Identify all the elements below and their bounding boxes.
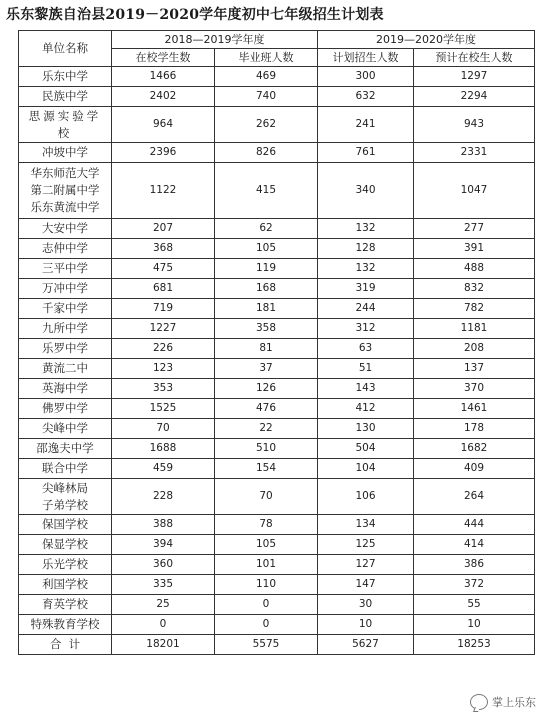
table-row — [19, 439, 535, 459]
table-row — [19, 359, 535, 379]
table-row — [19, 535, 535, 555]
school-name-cell — [19, 479, 112, 515]
school-name-cell — [19, 379, 112, 399]
value-cell: 0 — [215, 615, 318, 635]
value-cell: 132 — [318, 259, 414, 279]
table-row — [19, 515, 535, 535]
value-cell: 130 — [318, 419, 414, 439]
value-cell: 1227 — [112, 319, 215, 339]
school-name-line: 校 — [57, 125, 73, 140]
value-cell: 228 — [112, 479, 215, 515]
value-cell: 244 — [318, 299, 414, 319]
value-cell: 368 — [112, 239, 215, 259]
school-name-cell — [19, 143, 112, 163]
value-cell: 1466 — [112, 67, 215, 87]
value-cell: 719 — [112, 299, 215, 319]
col-header-enrolled: 在校学生数 — [112, 49, 215, 67]
value-cell: 264 — [414, 479, 535, 515]
value-cell: 476 — [215, 399, 318, 419]
value-cell: 62 — [215, 219, 318, 239]
table-row — [19, 239, 535, 259]
year-group-header-2018: 2018—2019学年度 — [112, 31, 318, 49]
school-name-line: 三平中学 — [42, 261, 88, 275]
value-cell: 444 — [414, 515, 535, 535]
value-cell: 134 — [318, 515, 414, 535]
year-group-header-2019: 2019—2020学年度 — [318, 31, 535, 49]
value-cell: 414 — [414, 535, 535, 555]
value-cell: 319 — [318, 279, 414, 299]
value-cell: 964 — [112, 107, 215, 143]
table-row — [19, 299, 535, 319]
table-row — [19, 319, 535, 339]
value-cell: 51 — [318, 359, 414, 379]
value-cell: 1461 — [414, 399, 535, 419]
watermark — [470, 694, 536, 710]
value-cell: 125 — [318, 535, 414, 555]
school-name-line: 九所中学 — [42, 321, 88, 335]
table-row — [19, 143, 535, 163]
col-header-expected: 预计在校生人数 — [414, 49, 535, 67]
value-cell: 386 — [414, 555, 535, 575]
school-name-line: 冲坡中学 — [42, 145, 88, 159]
school-name-cell — [19, 107, 112, 143]
school-name-line: 乐罗中学 — [42, 341, 88, 355]
value-cell: 335 — [112, 575, 215, 595]
value-cell: 632 — [318, 87, 414, 107]
school-name-cell — [19, 259, 112, 279]
value-cell: 409 — [414, 459, 535, 479]
school-name-line: 子弟学校 — [42, 497, 88, 512]
value-cell: 469 — [215, 67, 318, 87]
value-cell: 300 — [318, 67, 414, 87]
table-row — [19, 219, 535, 239]
school-name-line: 志仲中学 — [42, 241, 88, 255]
value-cell: 178 — [414, 419, 535, 439]
school-name-line: 特殊教育学校 — [30, 617, 100, 631]
value-cell: 1682 — [414, 439, 535, 459]
value-cell: 504 — [318, 439, 414, 459]
value-cell: 55 — [414, 595, 535, 615]
value-cell: 70 — [112, 419, 215, 439]
school-name-line: 乐光学校 — [42, 557, 88, 571]
col-header-graduating: 毕业班人数 — [215, 49, 318, 67]
table-row — [19, 279, 535, 299]
table-row — [19, 259, 535, 279]
table-row — [19, 615, 535, 635]
value-cell: 459 — [112, 459, 215, 479]
value-cell: 391 — [414, 239, 535, 259]
value-cell: 1688 — [112, 439, 215, 459]
value-cell: 388 — [112, 515, 215, 535]
value-cell: 826 — [215, 143, 318, 163]
school-name-cell — [19, 419, 112, 439]
value-cell: 1122 — [112, 163, 215, 219]
school-name-cell — [19, 459, 112, 479]
school-name-line: 黄流二中 — [42, 361, 88, 375]
school-name-line: 联合中学 — [42, 461, 88, 475]
school-name-cell — [19, 535, 112, 555]
value-cell: 1297 — [414, 67, 535, 87]
value-cell: 370 — [414, 379, 535, 399]
table-row — [19, 163, 535, 219]
value-cell: 2402 — [112, 87, 215, 107]
value-cell: 372 — [414, 575, 535, 595]
value-cell: 340 — [318, 163, 414, 219]
value-cell: 475 — [112, 259, 215, 279]
value-cell: 147 — [318, 575, 414, 595]
school-name-line: 乐东黄流中学 — [30, 200, 100, 214]
value-cell: 168 — [215, 279, 318, 299]
school-name-line: 佛罗中学 — [42, 401, 88, 415]
school-name-cell — [19, 239, 112, 259]
value-cell: 681 — [112, 279, 215, 299]
value-cell: 740 — [215, 87, 318, 107]
school-name-cell — [19, 219, 112, 239]
total-value-cell: 5575 — [215, 635, 318, 655]
value-cell: 312 — [318, 319, 414, 339]
value-cell: 137 — [414, 359, 535, 379]
table-row — [19, 459, 535, 479]
table-row — [19, 575, 535, 595]
value-cell: 353 — [112, 379, 215, 399]
value-cell: 207 — [112, 219, 215, 239]
wechat-icon — [470, 694, 488, 710]
table-row — [19, 107, 535, 143]
value-cell: 22 — [215, 419, 318, 439]
value-cell: 123 — [112, 359, 215, 379]
value-cell: 761 — [318, 143, 414, 163]
school-name-cell — [19, 615, 112, 635]
value-cell: 2294 — [414, 87, 535, 107]
value-cell: 208 — [414, 339, 535, 359]
value-cell: 226 — [112, 339, 215, 359]
value-cell: 63 — [318, 339, 414, 359]
school-name-line: 保国学校 — [42, 517, 88, 531]
school-name-line: 尖峰中学 — [42, 421, 88, 435]
school-name-cell — [19, 439, 112, 459]
total-label: 合 计 — [19, 635, 112, 655]
value-cell: 2331 — [414, 143, 535, 163]
value-cell: 105 — [215, 535, 318, 555]
total-row — [19, 635, 535, 655]
school-name-line: 大安中学 — [42, 221, 88, 235]
value-cell: 132 — [318, 219, 414, 239]
table-row — [19, 595, 535, 615]
value-cell: 128 — [318, 239, 414, 259]
total-value-cell: 5627 — [318, 635, 414, 655]
value-cell: 81 — [215, 339, 318, 359]
school-name-line: 华东师范大学 — [30, 166, 100, 180]
table-row — [19, 379, 535, 399]
value-cell: 119 — [215, 259, 318, 279]
value-cell: 30 — [318, 595, 414, 615]
value-cell: 360 — [112, 555, 215, 575]
school-name-cell — [19, 359, 112, 379]
watermark-text: 掌上乐东 — [492, 696, 536, 709]
value-cell: 277 — [414, 219, 535, 239]
value-cell: 1525 — [112, 399, 215, 419]
value-cell: 104 — [318, 459, 414, 479]
school-name-cell — [19, 575, 112, 595]
school-name-cell — [19, 555, 112, 575]
value-cell: 70 — [215, 479, 318, 515]
page-title: 乐东黎族自治县2019－2020学年度初中七年级招生计划表 — [6, 7, 384, 23]
value-cell: 358 — [215, 319, 318, 339]
value-cell: 1181 — [414, 319, 535, 339]
table-row — [19, 555, 535, 575]
school-name-line: 乐东中学 — [42, 69, 88, 83]
school-name-line: 千家中学 — [42, 301, 88, 315]
table-row — [19, 399, 535, 419]
value-cell: 488 — [414, 259, 535, 279]
total-value-cell: 18201 — [112, 635, 215, 655]
school-name-cell — [19, 595, 112, 615]
total-value-cell: 18253 — [414, 635, 535, 655]
value-cell: 10 — [318, 615, 414, 635]
value-cell: 412 — [318, 399, 414, 419]
value-cell: 110 — [215, 575, 318, 595]
value-cell: 126 — [215, 379, 318, 399]
value-cell: 106 — [318, 479, 414, 515]
value-cell: 101 — [215, 555, 318, 575]
table-row — [19, 419, 535, 439]
value-cell: 241 — [318, 107, 414, 143]
school-name-cell — [19, 163, 112, 219]
school-name-line: 第二附属中学 — [30, 183, 100, 197]
school-name-cell — [19, 319, 112, 339]
value-cell: 782 — [414, 299, 535, 319]
value-cell: 510 — [215, 439, 318, 459]
school-name-line: 思源实验学 — [28, 108, 102, 123]
table-row — [19, 479, 535, 515]
value-cell: 0 — [112, 615, 215, 635]
school-name-cell — [19, 299, 112, 319]
col-header-planned: 计划招生人数 — [318, 49, 414, 67]
school-name-cell — [19, 399, 112, 419]
table-row — [19, 67, 535, 87]
school-name-line: 万冲中学 — [42, 281, 88, 295]
value-cell: 2396 — [112, 143, 215, 163]
school-name-line: 尖峰林局 — [42, 480, 88, 495]
value-cell: 943 — [414, 107, 535, 143]
school-name-line: 育英学校 — [42, 597, 88, 611]
value-cell: 154 — [215, 459, 318, 479]
value-cell: 832 — [414, 279, 535, 299]
table-row — [19, 339, 535, 359]
school-name-line: 民族中学 — [42, 89, 88, 103]
school-name-line: 保显学校 — [42, 537, 88, 551]
unit-name-header: 单位名称 — [19, 31, 112, 67]
value-cell: 78 — [215, 515, 318, 535]
table-row — [19, 87, 535, 107]
school-name-cell — [19, 67, 112, 87]
school-name-cell — [19, 87, 112, 107]
school-name-line: 利国学校 — [42, 577, 88, 591]
school-name-cell — [19, 515, 112, 535]
value-cell: 1047 — [414, 163, 535, 219]
school-name-line: 英海中学 — [42, 381, 88, 395]
value-cell: 0 — [215, 595, 318, 615]
school-name-line: 邵逸夫中学 — [36, 441, 94, 455]
value-cell: 394 — [112, 535, 215, 555]
value-cell: 415 — [215, 163, 318, 219]
value-cell: 181 — [215, 299, 318, 319]
value-cell: 143 — [318, 379, 414, 399]
enrollment-table — [18, 30, 535, 655]
value-cell: 262 — [215, 107, 318, 143]
value-cell: 127 — [318, 555, 414, 575]
value-cell: 10 — [414, 615, 535, 635]
value-cell: 25 — [112, 595, 215, 615]
school-name-cell — [19, 279, 112, 299]
value-cell: 105 — [215, 239, 318, 259]
school-name-cell — [19, 339, 112, 359]
value-cell: 37 — [215, 359, 318, 379]
